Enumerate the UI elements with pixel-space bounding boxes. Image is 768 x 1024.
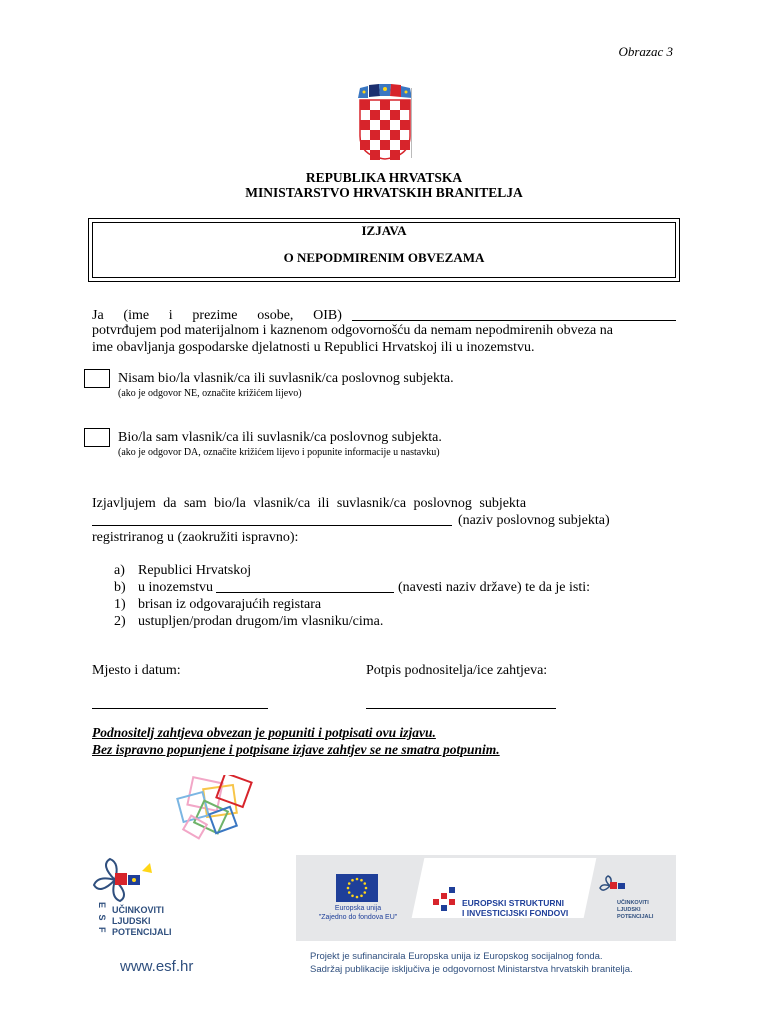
list-item-b-post: (navesti naziv države) te da je isti: <box>398 580 591 595</box>
crown-shields <box>358 84 412 98</box>
signature-field[interactable] <box>366 708 556 709</box>
funding-credit: Projekt je sufinancirala Europska unija iz Europskog socijalnog fonda. Sadržaj publikacije isključiva je odgovornost Ministarstva hrvatskih branitelja. <box>310 951 633 975</box>
esf-letters: E S F <box>97 902 107 935</box>
checkbox-not-owner[interactable] <box>84 369 110 388</box>
document-subtitle: O NEPODMIRENIM OBVEZAMA <box>283 250 485 265</box>
option-owner-hint: (ako je odgovor DA, označite križićem lijevo i popunite informacije u nastavku) <box>118 447 440 458</box>
list-item-2-marker: 2) <box>114 614 126 629</box>
esf-website-link[interactable]: www.esf.hr <box>120 958 194 975</box>
list-item-2[interactable]: ustupljen/prodan drugom/im vlasniku/cima. <box>138 614 384 629</box>
place-date-label: Mjesto i datum: <box>92 663 181 678</box>
name-oib-field[interactable] <box>352 320 676 321</box>
warning-line2: Bez ispravno popunjene i potpisane izjave zahtjev se ne smatra potpunim. <box>92 742 500 757</box>
list-item-b-marker: b) <box>114 580 126 595</box>
funds-label: EUROPSKI STRUKTURNI I INVESTICIJSKI FONDOVI <box>462 898 569 918</box>
statement-line1: Izjavljujem da sam bio/la vlasnik/ca ili suvlasnik/ca poslovnog subjekta <box>92 496 527 511</box>
declaration-line1: Ja (ime i prezime osobe, OIB) <box>92 308 342 323</box>
document-title: IZJAVA <box>361 223 407 238</box>
eu-caption: Europska unija "Zajedno do fondova EU" <box>318 905 398 921</box>
institution-header <box>0 170 768 200</box>
statement-line3: registriranog u (zaokružiti ispravno): <box>92 530 299 545</box>
signature-label: Potpis podnositelja/ice zahtjeva: <box>366 663 548 678</box>
croatian-coat-of-arms <box>356 84 414 160</box>
option-not-owner-label: Nisam bio/la vlasnik/ca ili suvlasnik/ca poslovnog subjekta. <box>118 371 454 386</box>
eu-flag-icon <box>336 874 378 902</box>
option-owner-label: Bio/la sam vlasnik/ca ili suvlasnik/ca poslovnog subjekta. <box>118 430 442 445</box>
title-box <box>88 218 680 282</box>
funds-checker-icon <box>433 887 459 917</box>
republic-title: REPUBLIKA HRVATSKA <box>305 170 463 185</box>
warning-line1: Podnositelj zahtjeva obvezan je popuniti i potpisati ovu izjavu. <box>92 725 436 740</box>
esf-label: UČINKOVITI LJUDSKI POTENCIJALI <box>112 905 172 937</box>
country-field[interactable] <box>216 592 394 593</box>
list-item-1-marker: 1) <box>114 597 126 612</box>
business-name-field[interactable] <box>92 525 452 526</box>
checkbox-owner[interactable] <box>84 428 110 447</box>
esf-pinwheel-logo <box>90 855 160 905</box>
declaration-line2: potvrđujem pod materijalnom i kaznenom odgovornošću da nemam nepodmirenih obveza na <box>92 323 613 338</box>
list-item-b-pre[interactable]: u inozemstvu <box>138 580 214 595</box>
ministry-title: MINISTARSTVO HRVATSKIH BRANITELJA <box>245 185 523 200</box>
warning-note <box>92 724 500 758</box>
option-not-owner-hint: (ako je odgovor NE, označite križićem lijevo) <box>118 388 302 399</box>
place-date-field[interactable] <box>92 708 268 709</box>
coat-divider <box>411 88 412 158</box>
declaration-line3: ime obavljanja gospodarske djelatnosti u Republici Hrvatskoj ili u inozemstvu. <box>92 340 535 355</box>
form-number: Obrazac 3 <box>618 44 673 59</box>
list-item-1[interactable]: brisan iz odgovarajućih registara <box>138 597 322 612</box>
list-item-a[interactable]: Republici Hrvatskoj <box>138 563 252 578</box>
list-item-a-marker: a) <box>114 563 125 578</box>
flying-squares-graphic <box>150 775 260 845</box>
statement-line2-suffix: (naziv poslovnog subjekta) <box>458 513 610 528</box>
esf-small-logo <box>598 874 632 898</box>
esf-small-label: UČINKOVITI LJUDSKI POTENCIJALI <box>617 900 654 920</box>
